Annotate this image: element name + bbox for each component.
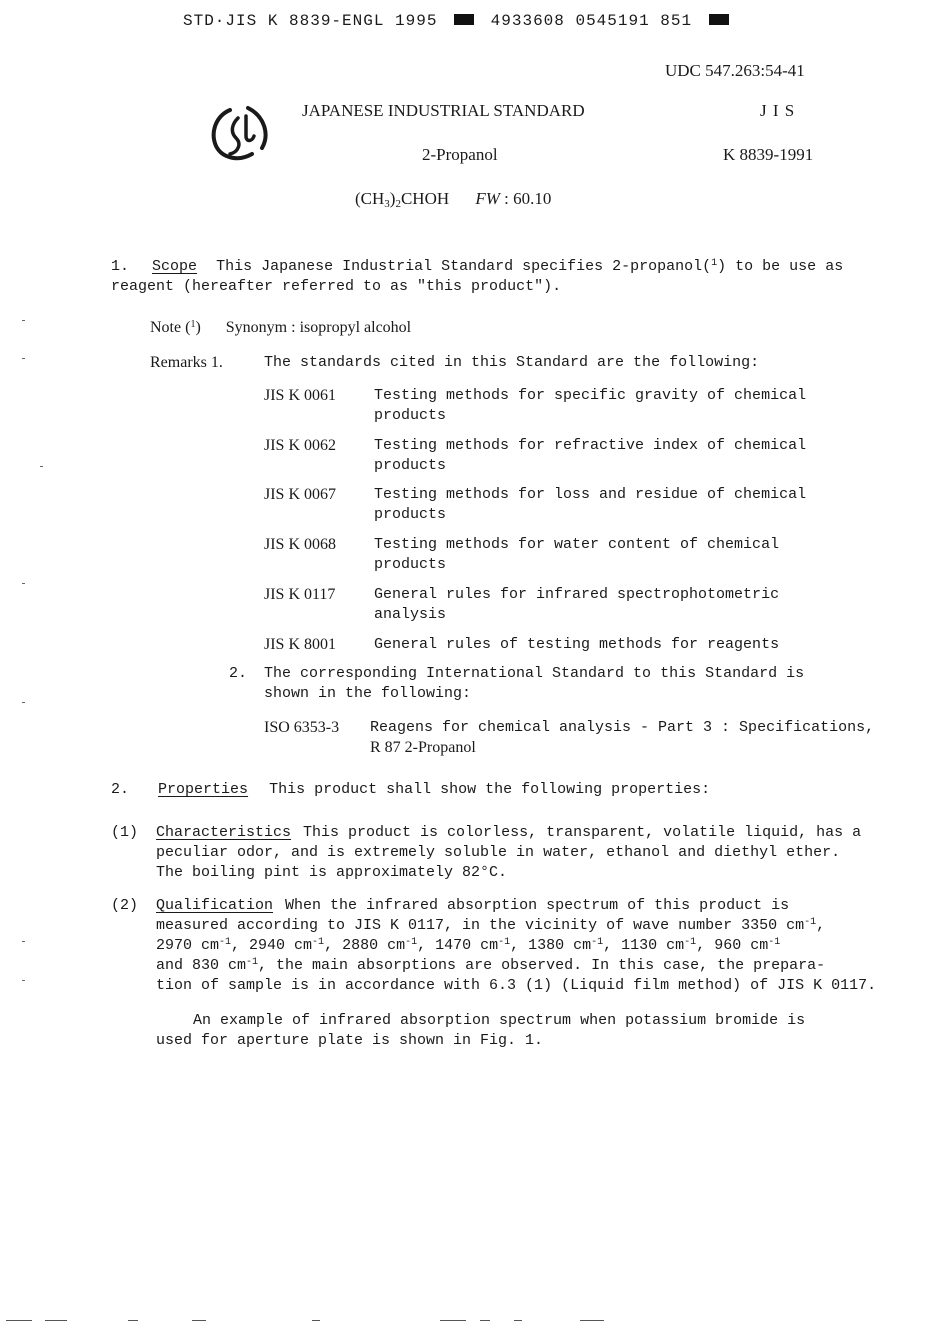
ir-paragraph-line2: used for aperture plate is shown in Fig. 1. bbox=[156, 1032, 544, 1049]
scope-number: 1. bbox=[111, 258, 130, 275]
stamp-text-2: 4933608 0545191 851 bbox=[490, 12, 693, 30]
ref-code: JIS K 0117 bbox=[264, 586, 336, 603]
characteristics-line2: peculiar odor, and is extremely soluble in water, ethanol and diethyl ether. bbox=[156, 844, 841, 861]
scope-text-b: ) to be use as bbox=[717, 258, 844, 275]
characteristics-body bbox=[156, 823, 862, 883]
wavenumber-unit-sup: -1 bbox=[684, 937, 697, 948]
wavenumber-960: , 960 cm bbox=[696, 937, 769, 954]
note-label bbox=[150, 319, 201, 336]
wavenumber-2940: , 2940 cm bbox=[231, 937, 313, 954]
scan-mark bbox=[440, 1320, 466, 1321]
chemical-formula bbox=[355, 189, 551, 209]
qualification-line5: tion of sample is in accordance with 6.3 (1) (Liquid film method) of JIS K 0117. bbox=[156, 977, 877, 994]
characteristics-heading: Characteristics bbox=[156, 824, 292, 841]
ref-title: Testing methods for refractive index of chemical products bbox=[374, 437, 807, 474]
iso-ref-row bbox=[264, 718, 875, 760]
scan-mark bbox=[45, 1320, 67, 1321]
standard-number: K 8839-1991 bbox=[723, 145, 814, 164]
wavenumber-unit-sup: -1 bbox=[312, 937, 325, 948]
top-stamp bbox=[183, 12, 729, 30]
properties-section bbox=[111, 780, 710, 800]
ref-title: Testing methods for water content of chemical products bbox=[374, 536, 780, 573]
scope-section bbox=[111, 257, 844, 297]
scope-text-a: This Japanese Industrial Standard specifies 2-propanol( bbox=[216, 258, 712, 275]
wavenumber-1130: , 1130 cm bbox=[603, 937, 685, 954]
jis-logo-icon bbox=[208, 102, 272, 166]
ref-code: JIS K 0062 bbox=[264, 437, 337, 454]
wavenumber-unit-sup: -1 bbox=[246, 957, 259, 968]
qualification-line2-text: measured according to JIS K 0117, in the vicinity of wave number 3350 cm bbox=[156, 917, 805, 934]
ref-row bbox=[264, 635, 864, 657]
remarks-1 bbox=[150, 353, 223, 374]
ref-row bbox=[264, 436, 864, 478]
document-title: 2-Propanol bbox=[422, 145, 498, 164]
ref-title: Testing methods for loss and residue of chemical products bbox=[374, 486, 807, 523]
scan-mark bbox=[192, 1320, 206, 1321]
ref-code: JIS K 0068 bbox=[264, 536, 337, 553]
wavenumber-2970: 2970 cm bbox=[156, 937, 220, 954]
remarks-label: Remarks 1. bbox=[150, 354, 223, 371]
qualification-line3 bbox=[156, 936, 846, 956]
wavenumber-1380: , 1380 cm bbox=[510, 937, 592, 954]
ref-title: Testing methods for specific gravity of chemical products bbox=[374, 387, 807, 424]
ref-row bbox=[264, 535, 864, 577]
qualification-body bbox=[156, 896, 877, 996]
properties-number: 2. bbox=[111, 781, 130, 798]
fw-label: FW bbox=[475, 189, 500, 208]
qualification-line4-text: , the main absorptions are observed. In this case, the prepara- bbox=[258, 957, 826, 974]
wavenumber-unit-sup: -1 bbox=[804, 917, 817, 928]
qualification-number: (2) bbox=[111, 897, 139, 914]
ref-code: JIS K 8001 bbox=[264, 636, 337, 653]
jis-label: J I S bbox=[760, 101, 796, 120]
iso-title-line2: R 87 2-Propanol bbox=[370, 739, 476, 756]
stamp-text-1: STD·JIS K 8839-ENGL 1995 bbox=[183, 12, 438, 30]
qualification-line2: measured according to JIS K 0117, in the vicinity of wave number 3350 $cm^{-1}$, bbox=[156, 917, 826, 934]
scan-mark bbox=[514, 1320, 522, 1321]
stamp-block-2 bbox=[709, 14, 729, 25]
ref-title: General rules of testing methods for reagents bbox=[374, 636, 780, 653]
formula-suffix: CHOH bbox=[400, 189, 450, 208]
note-ref: 1 bbox=[190, 319, 196, 330]
scan-mark bbox=[480, 1320, 490, 1321]
scan-mark bbox=[22, 980, 25, 981]
qualification-heading: Qualification bbox=[156, 897, 274, 914]
formula-mid: ) bbox=[389, 189, 396, 208]
iso-title bbox=[370, 718, 875, 758]
scope-heading: Scope bbox=[152, 258, 198, 275]
remarks-2-line1: The corresponding International Standard to this Standard is bbox=[264, 665, 805, 682]
wavenumber-830: and 830 cm bbox=[156, 957, 247, 974]
iso-code: ISO 6353-3 bbox=[264, 719, 340, 736]
ref-row bbox=[264, 585, 864, 627]
scan-mark bbox=[22, 702, 25, 703]
udc-code: UDC 547.263:54-41 bbox=[665, 61, 805, 80]
qualification-line1: When the infrared absorption spectrum of this product is bbox=[285, 897, 790, 914]
wavenumber-unit-sup: -1 bbox=[405, 937, 418, 948]
scope-text-line2: reagent (hereafter referred to as "this product"). bbox=[111, 278, 562, 295]
ref-row bbox=[264, 485, 864, 527]
ir-spectrum-paragraph bbox=[156, 1011, 805, 1051]
stamp-block-1 bbox=[454, 14, 474, 25]
qualification-line4 bbox=[156, 956, 846, 976]
fw-value: : 60.10 bbox=[504, 189, 552, 208]
scan-mark bbox=[6, 1320, 32, 1321]
remarks-2-number: 2. bbox=[229, 665, 248, 682]
remarks-2-line2: shown in the following: bbox=[264, 685, 472, 702]
note-line bbox=[150, 318, 411, 339]
ir-paragraph-line1: An example of infrared absorption spectrum when potassium bromide is bbox=[193, 1012, 806, 1029]
wavenumber-unit-sup: -1 bbox=[219, 937, 232, 948]
wavenumber-unit-sup: -1 bbox=[591, 937, 604, 948]
wavenumber-1470: , 1470 cm bbox=[417, 937, 499, 954]
ref-title: General rules for infrared spectrophotometric analysis bbox=[374, 586, 780, 623]
scan-mark bbox=[580, 1320, 604, 1321]
standard-org-title: JAPANESE INDUSTRIAL STANDARD bbox=[302, 101, 585, 120]
characteristics-line3: The boiling pint is approximately 82°C. bbox=[156, 864, 508, 881]
iso-title-line1: Reagens for chemical analysis - Part 3 : Specifications, bbox=[370, 719, 875, 736]
scan-mark bbox=[22, 320, 25, 321]
ref-code: JIS K 0061 bbox=[264, 387, 337, 404]
scan-mark bbox=[40, 466, 43, 467]
scope-text bbox=[216, 258, 843, 275]
characteristics-line1: This product is colorless, transparent, volatile liquid, has a bbox=[303, 824, 862, 841]
wavenumber-unit-sup: -1 bbox=[768, 937, 781, 948]
wavenumber-2880: , 2880 cm bbox=[324, 937, 406, 954]
scan-mark bbox=[22, 358, 25, 359]
note-label-text: Note ( bbox=[150, 319, 191, 336]
properties-heading: Properties bbox=[158, 781, 249, 798]
properties-text: This product shall show the following properties: bbox=[269, 781, 711, 798]
ref-code: JIS K 0067 bbox=[264, 486, 337, 503]
scan-mark bbox=[128, 1320, 138, 1321]
scope-note-ref: 1 bbox=[711, 258, 718, 269]
scan-mark bbox=[22, 941, 25, 942]
formula-sub-2: 2 bbox=[395, 198, 401, 210]
note-label-end: ) bbox=[195, 319, 201, 336]
note-text: Synonym : isopropyl alcohol bbox=[225, 319, 412, 336]
formula-sub-1: 3 bbox=[384, 198, 390, 210]
formula-prefix: (CH bbox=[355, 189, 385, 208]
remarks-intro: The standards cited in this Standard are the following: bbox=[264, 354, 760, 371]
scan-mark bbox=[22, 583, 25, 584]
wavenumber-unit-sup: -1 bbox=[498, 937, 511, 948]
remarks-2-intro bbox=[264, 664, 804, 704]
ref-row bbox=[264, 386, 864, 428]
scan-mark bbox=[312, 1320, 320, 1321]
characteristics-number: (1) bbox=[111, 824, 139, 841]
